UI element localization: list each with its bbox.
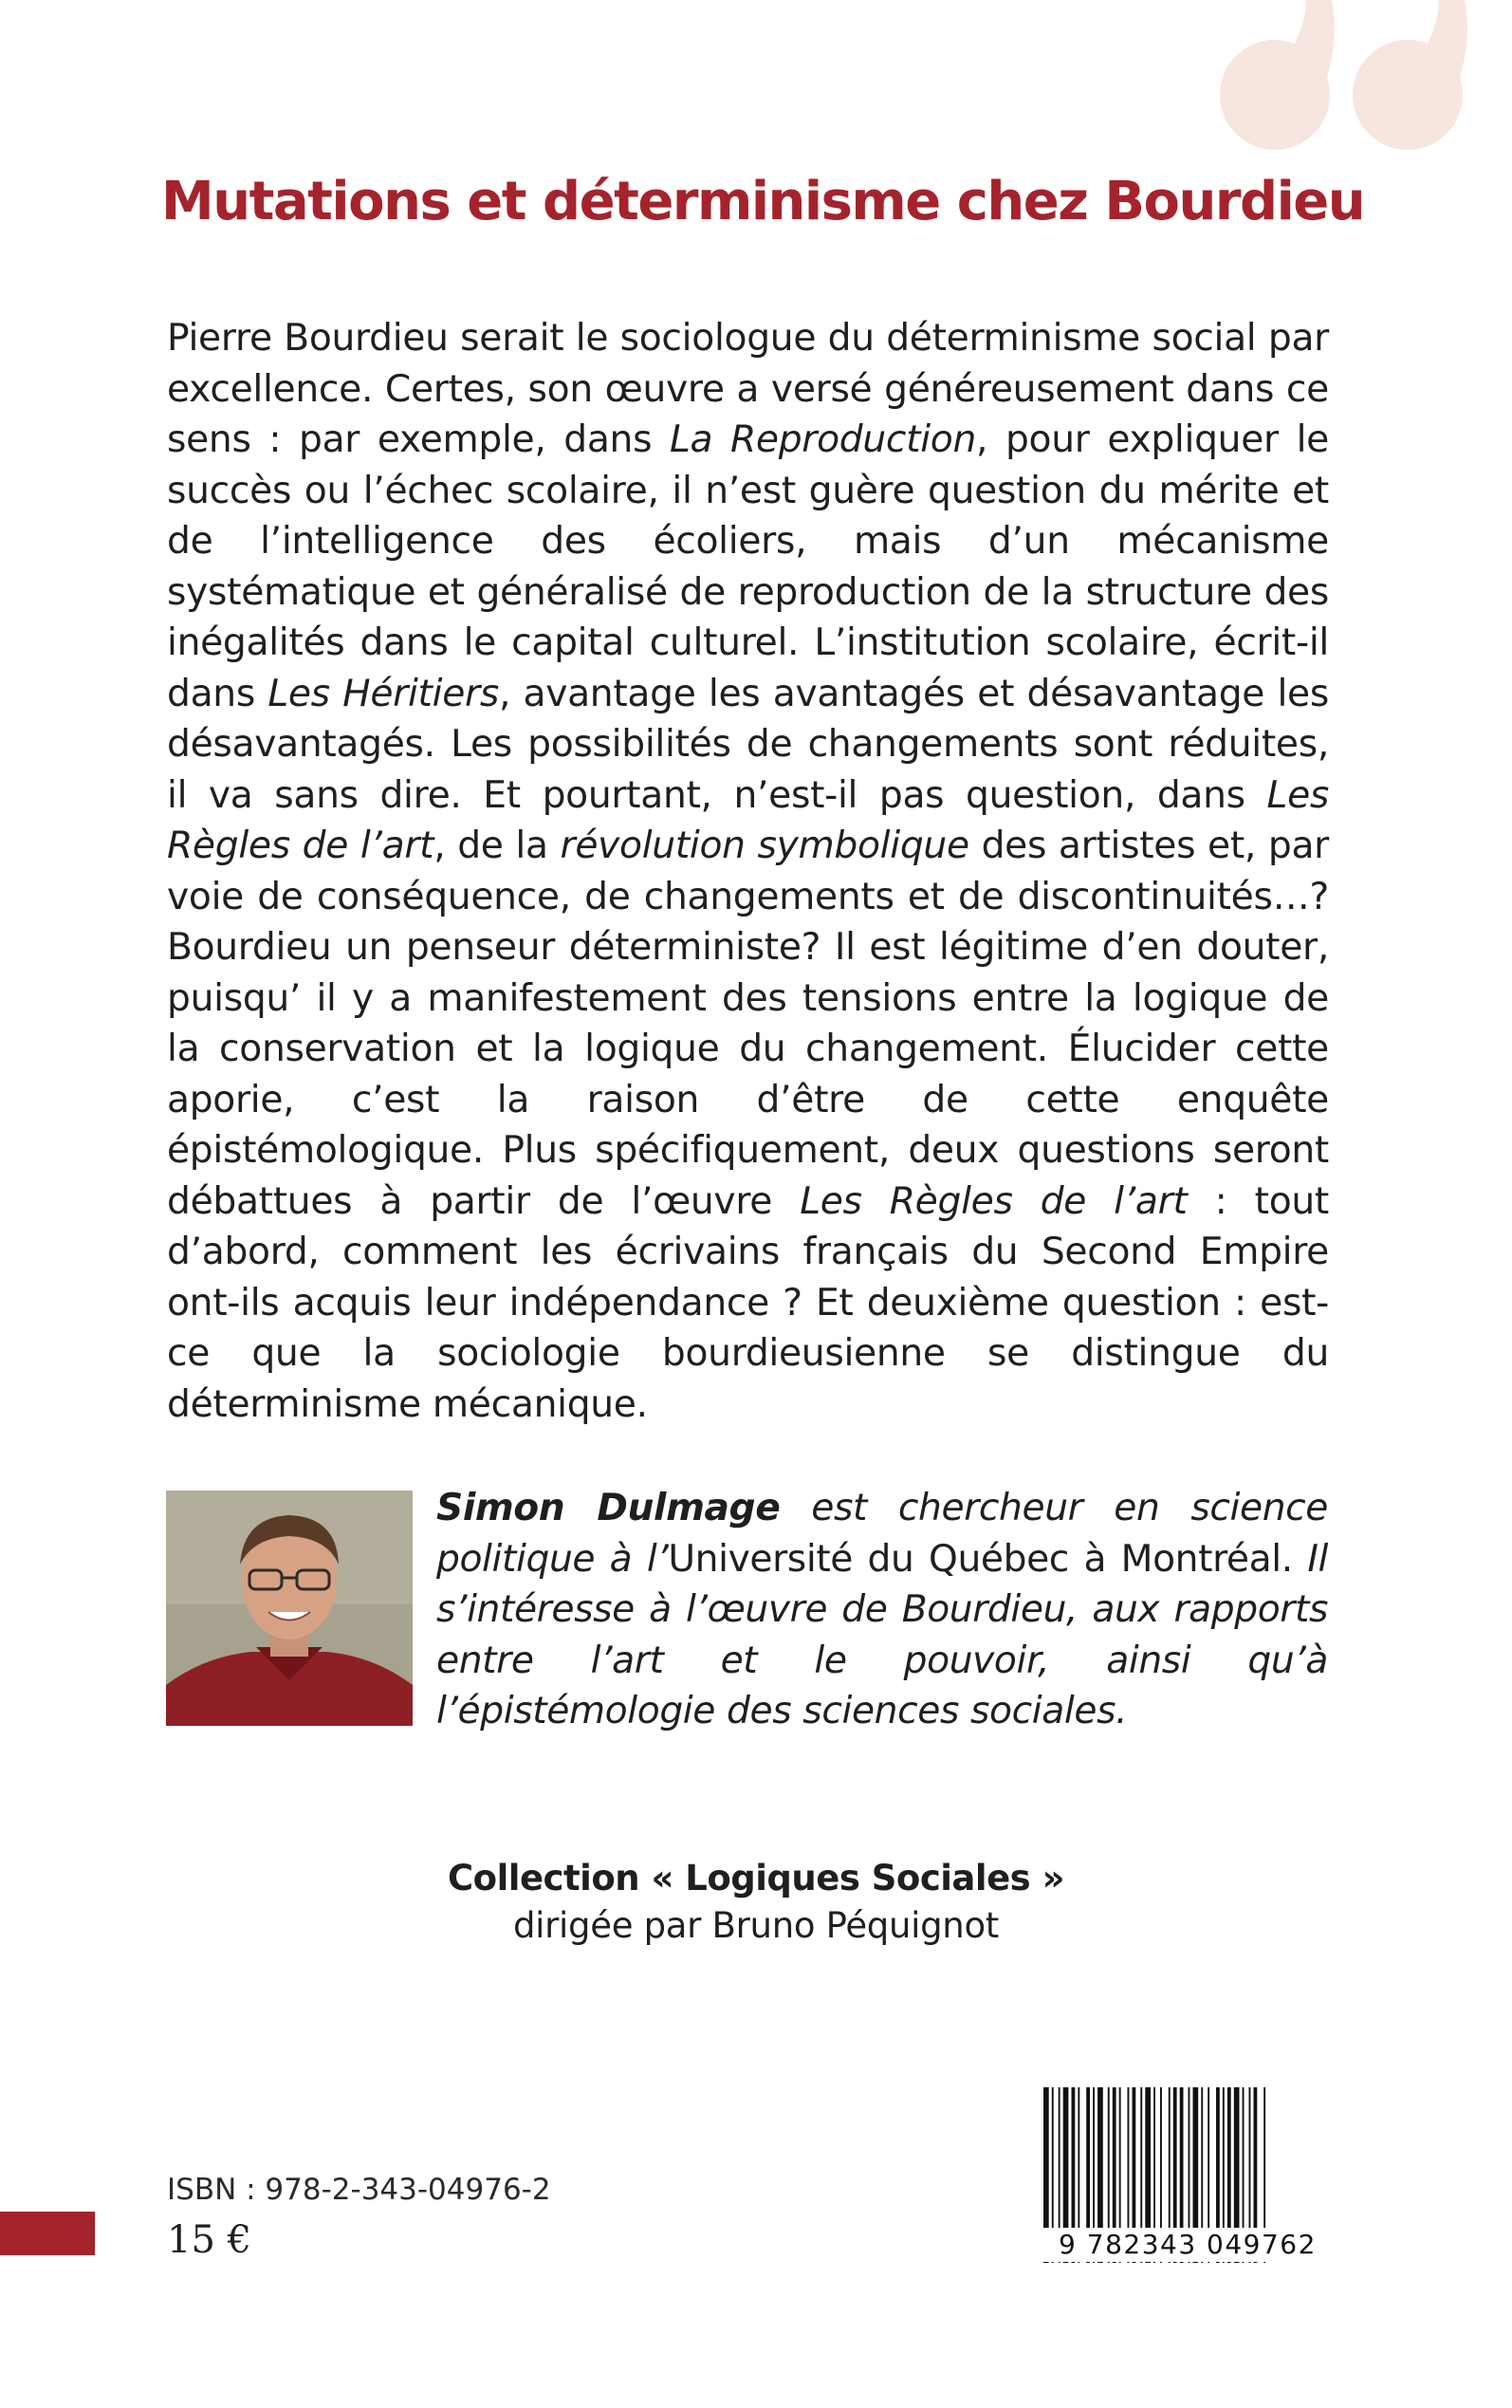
barcode-digits: 9 782343 049762 [1036,2228,1339,2262]
summary-text [167,313,1329,1430]
author-bio-part2: Université du Québec à Montréal. [668,1537,1293,1581]
summary-segment: des artistes et, par voie de conséquence, de changements et de discontinuités…? Bourdieu un penseur déterministe? Il est légitime d’en douter, puisqu’ il y a manifestement des tensions entre la logique de la conservation et la logique du changement. Élucider cette aporie, c’est la raison d’être de cette enquête épistémologique. Plus spécifiquement, deux questions seront débattues à partir de l’œuvre [167,824,1329,1223]
quote-mark-icon [1208,0,1484,161]
price: 15 € [167,2218,252,2262]
author-bio-part3: Il s’intéresse à l’œuvre de Bourdieu, aux rapports entre l’art et le pouvoir, ainsi qu’à l’épistémologie des sciences sociales. [436,1537,1329,1732]
collection-name: Collection « Logiques Sociales » [448,1858,1064,1899]
summary-segment: : tout d’abord, comment les écrivains français du Second Empire ont-ils acquis leur indépendance ? Et deuxième question : est-ce que la sociologie bourdieusienne se distingue du déterminisme mécanique. [167,1179,1329,1426]
summary-italic-title: révolution symbolique [560,824,969,867]
author-bio [436,1483,1328,1737]
collection-block [0,1855,1512,1950]
book-title: Mutations et déterminisme chez Bourdieu [161,171,1365,232]
red-tab [0,2212,95,2255]
isbn: ISBN : 978-2-343-04976-2 [167,2173,551,2207]
summary-segment: , de la [433,824,561,867]
collection-director: dirigée par Bruno Péquignot [512,1905,999,1946]
summary-segment: Pierre Bourdieu serait le sociologue du déterminisme social par excellence. Certes, son œuvre a versé généreusement dans ce sens : par exemple, dans [167,317,1329,461]
author-bio-part1: est chercheur en science politique à l’ [436,1487,1328,1581]
author-photo [166,1491,413,1726]
summary-segment: , pour expliquer le succès ou l’échec scolaire, il n’est guère question du mérite et de l’intelligence des écoliers, mais d’un mécanisme systématique et généralisé de reproduction de la structure des inégalités dans le capital culturel. L’institution scolaire, écrit-il dans [167,418,1329,715]
summary-italic-title: La Reproduction [669,418,977,461]
summary-italic-title: Les Héritiers [267,672,499,715]
summary-segment: , avantage les avantagés et désavantage les désavantagés. Les possibilités de changements sont réduites, il va sans dire. Et pourtant, n’est-il pas question, dans [167,672,1329,817]
author-name: Simon Dulmage [436,1487,781,1529]
summary-italic-title: Les Règles de l’art [167,773,1329,867]
summary-italic-title: Les Règles de l’art [800,1179,1188,1223]
